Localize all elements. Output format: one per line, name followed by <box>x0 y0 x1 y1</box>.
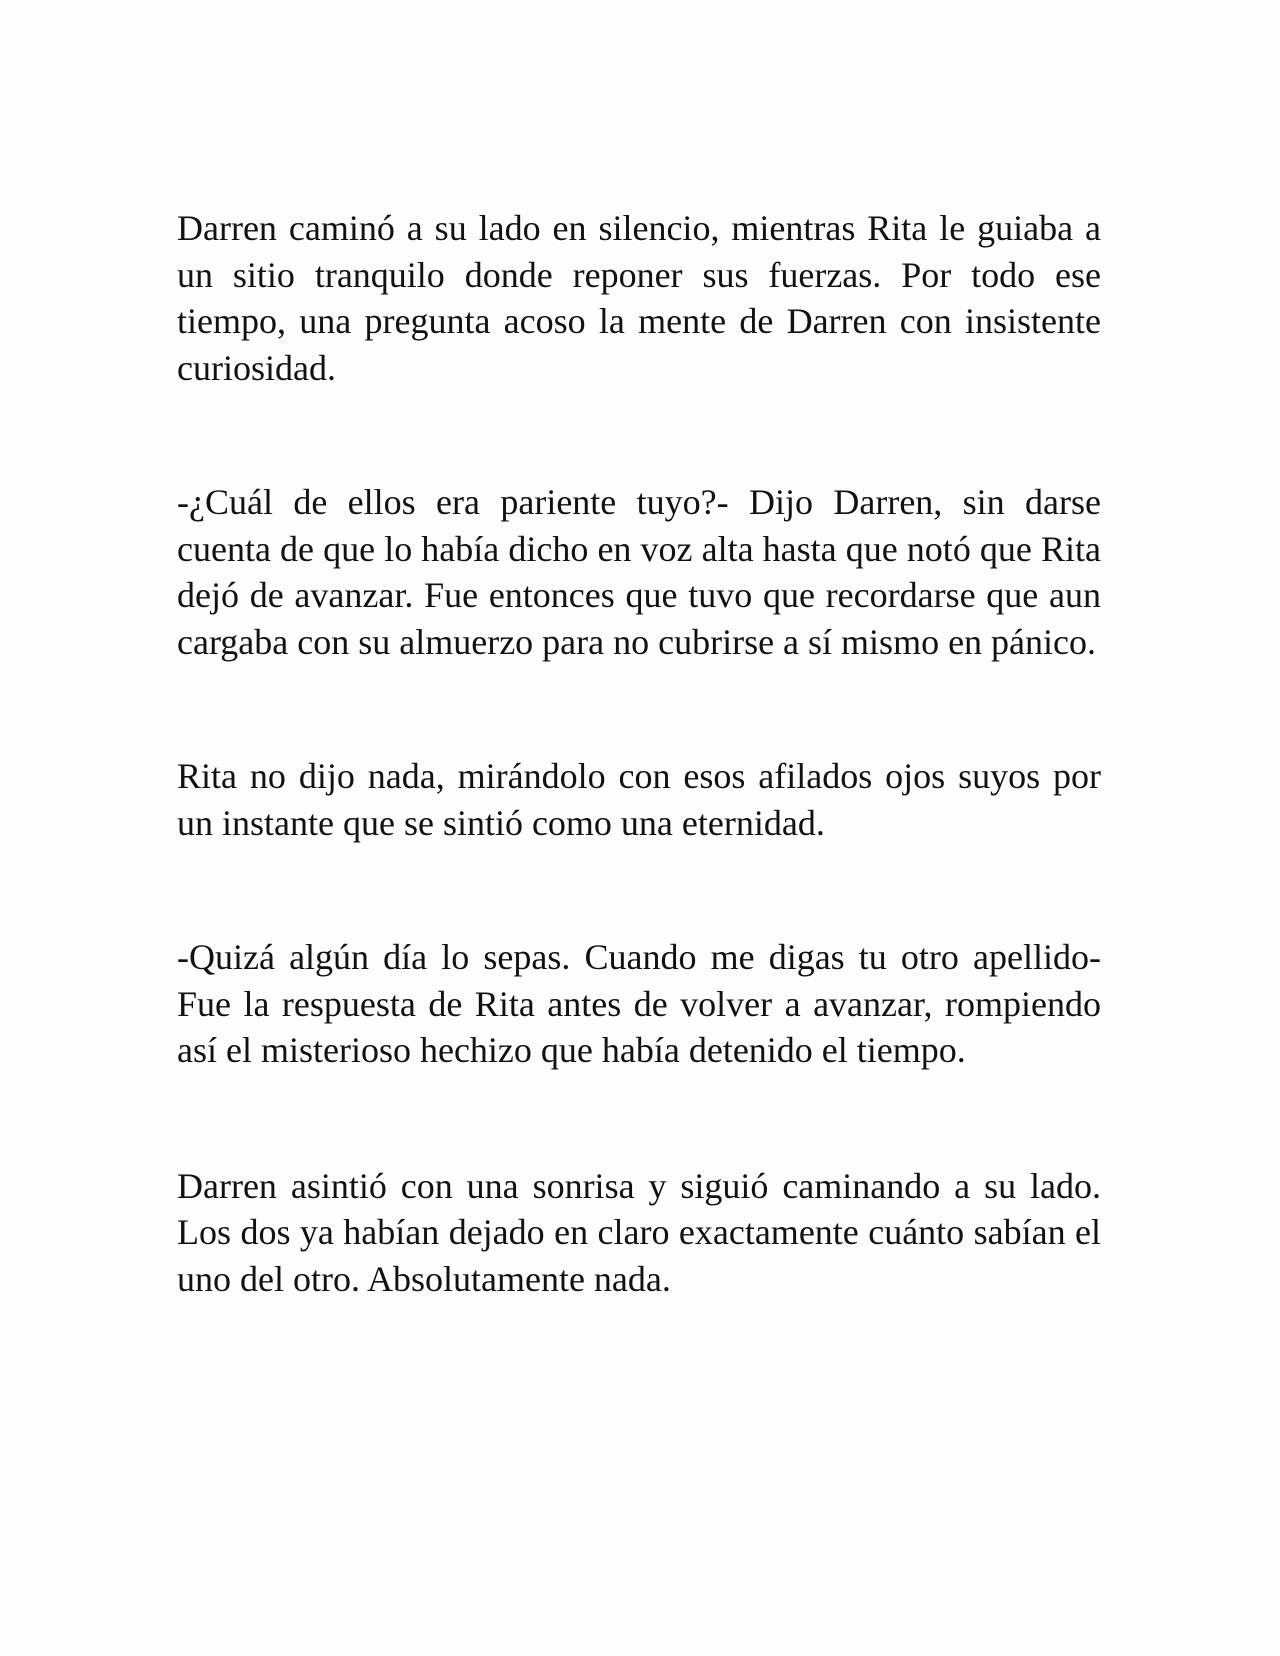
paragraph-5: Darren asintió con una sonrisa y siguió caminando a su lado. Los dos ya habían dejado en claro exactamente cuánto sabían el uno del otro. Absolutamente nada. <box>177 1165 1101 1299</box>
paragraph-3: Rita no dijo nada, mirándolo con esos afilados ojos suyos por un instante que se sintió como una eternidad. <box>177 756 1101 843</box>
paragraph-4: -Quizá algún día lo sepas. Cuando me digas tu otro apellido- Fue la respuesta de Rita antes de volver a avanzar, rompiendo así el misterioso hechizo que había detenido el tiempo. <box>177 937 1101 1070</box>
document-page <box>177 205 1101 1302</box>
paragraph-2: -¿Cuál de ellos era pariente tuyo?- Dijo Darren, sin darse cuenta de que lo había dicho en voz alta hasta que notó que Rita dejó de avanzar. Fue entonces que tuvo que recordarse que aun cargaba con su almuerzo para no cubrirse a sí mismo en pánico. <box>177 482 1101 662</box>
paragraph-1: Darren caminó a su lado en silencio, mientras Rita le guiaba a un sitio tranquilo donde reponer sus fuerzas. Por todo ese tiempo, una pregunta acoso la mente de Darren con insistente curiosidad. <box>177 208 1101 388</box>
